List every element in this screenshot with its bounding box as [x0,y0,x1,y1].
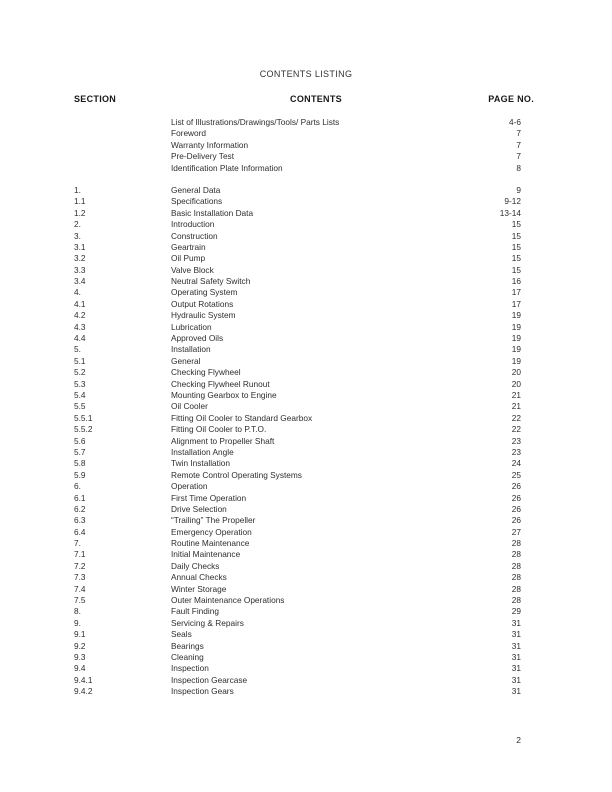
contents-row-section: 1.1 [74,196,86,207]
contents-row-title: Routine Maintenance [171,538,250,549]
contents-row-page: 21 [511,401,521,412]
contents-row[interactable] [0,151,612,162]
contents-row-page: 23 [511,446,521,457]
contents-row-page: 4-6 [509,117,521,127]
contents-row-title: List of Illustrations/Drawings/Tools/ Parts Lists [171,117,340,127]
contents-row-title: Seals [171,629,192,640]
contents-row-title: Bearings [171,640,204,651]
contents-row-page: 26 [511,492,521,503]
contents-row-title: Operating System [171,287,238,298]
contents-row-page: 28 [511,549,521,560]
contents-row-section: 5. [74,344,81,355]
contents-row-page: 28 [511,572,521,583]
contents-row[interactable] [0,231,612,242]
contents-row-section: 4.2 [74,310,86,321]
contents-row-title: Cleaning [171,651,204,662]
column-header-section: SECTION [74,94,117,104]
contents-row[interactable] [0,686,612,697]
contents-row-title: Emergency Operation [171,526,252,537]
contents-row-title: Operation [171,481,208,492]
contents-row-page: 28 [511,595,521,606]
contents-row-section: 5.5.2 [74,424,93,435]
contents-row-page: 26 [511,481,521,492]
column-header-page-no: PAGE NO. [488,94,534,104]
contents-row-section: 5.9 [74,469,86,480]
contents-row-page: 24 [511,458,521,469]
contents-row-section: 9.1 [74,629,86,640]
contents-row-title: Fault Finding [171,606,219,617]
contents-row-page: 9-12 [504,196,521,207]
contents-row-page: 31 [511,617,521,628]
contents-row-page: 21 [511,389,521,400]
contents-row-section: 7.1 [74,549,86,560]
contents-row-section: 5.6 [74,435,86,446]
contents-row-title: First Time Operation [171,492,247,503]
contents-row-section: 3. [74,230,81,241]
contents-row-section: 6.2 [74,503,86,514]
contents-row-title: Construction [171,230,218,241]
contents-row[interactable] [0,287,612,298]
contents-row-page: 19 [511,355,521,366]
contents-row-page: 19 [511,344,521,355]
contents-row[interactable] [0,663,612,674]
contents-row[interactable] [0,208,612,219]
contents-row-title: Identification Plate Information [171,162,283,173]
contents-row-page: 22 [511,424,521,435]
contents-row-page: 19 [511,310,521,321]
contents-row-title: Checking Flywheel [171,367,241,378]
contents-row-title: “Trailing” The Propeller [171,515,256,526]
contents-row-title: General [171,355,201,366]
contents-row[interactable] [0,595,612,606]
contents-row-page: 13-14 [499,207,521,218]
contents-row-page: 31 [511,674,521,685]
contents-row[interactable] [0,390,612,401]
contents-row-title: Valve Block [171,264,214,275]
contents-row-title: Checking Flywheel Runout [171,378,270,389]
contents-row[interactable] [0,493,612,504]
contents-row-section: 6.4 [74,526,86,537]
contents-row-title: Drive Selection [171,503,227,514]
contents-row-section: 3.3 [74,264,86,275]
contents-row-page: 31 [511,640,521,651]
contents-row-title: Installation Angle [171,446,234,457]
contents-row[interactable] [0,356,612,367]
contents-row[interactable] [0,379,612,390]
contents-row[interactable] [0,117,612,128]
contents-row-section: 9.4.2 [74,686,93,697]
contents-row-section: 5.2 [74,367,86,378]
contents-row[interactable] [0,367,612,378]
contents-row-section: 1.2 [74,207,86,218]
contents-row[interactable] [0,641,612,652]
contents-row-title: Oil Pump [171,253,206,264]
contents-row-title: Twin Installation [171,458,231,469]
contents-row-title: Installation [171,344,211,355]
contents-row-section: 5.3 [74,378,86,389]
contents-row-section: 9.3 [74,651,86,662]
contents-row-section: 6.1 [74,492,86,503]
contents-row-page: 17 [511,287,521,298]
contents-row-section: 7.4 [74,583,86,594]
contents-row[interactable] [0,253,612,264]
contents-row-title: Remote Control Operating Systems [171,469,302,480]
contents-row-section: 2. [74,219,81,230]
contents-row-page: 29 [511,606,521,617]
contents-table-header [0,94,612,106]
contents-row[interactable] [0,163,612,174]
contents-row-title: Servicing & Repairs [171,617,244,628]
contents-row-title: Neutral Safety Switch [171,276,251,287]
contents-row-title: Pre-Delivery Test [171,151,235,162]
contents-row[interactable] [0,413,612,424]
contents-row[interactable] [0,538,612,549]
contents-row[interactable] [0,196,612,207]
contents-row[interactable] [0,481,612,492]
contents-row-title: Inspection [171,663,209,674]
contents-row-title: Daily Checks [171,560,220,571]
contents-row-title: Alignment to Propeller Shaft [171,435,275,446]
contents-group [0,185,612,698]
contents-row-section: 5.1 [74,355,86,366]
contents-row-page: 7 [516,139,521,150]
contents-row-page: 16 [511,276,521,287]
contents-row-title: Outer Maintenance Operations [171,595,285,606]
contents-row-page: 7 [516,128,521,139]
contents-row-page: 26 [511,503,521,514]
contents-row-section: 4.1 [74,298,86,309]
contents-row[interactable] [0,424,612,435]
contents-row[interactable] [0,618,612,629]
contents-row[interactable] [0,458,612,469]
contents-row-section: 8. [74,606,81,617]
contents-row-section: 5.5 [74,401,86,412]
contents-row-page: 31 [511,651,521,662]
contents-row-title: Specifications [171,196,223,207]
contents-row-section: 6. [74,481,81,492]
contents-row[interactable] [0,470,612,481]
contents-row-title: Approved Oils [171,333,224,344]
contents-row-page: 28 [511,560,521,571]
contents-row-section: 5.5.1 [74,412,93,423]
contents-row[interactable] [0,242,612,253]
contents-row-title: Fitting Oil Cooler to Standard Gearbox [171,412,313,423]
contents-row-title: General Data [171,184,221,195]
contents-row-section: 5.4 [74,389,86,400]
contents-row-title: Lubrication [171,321,212,332]
contents-row[interactable] [0,276,612,287]
contents-row-section: 5.7 [74,446,86,457]
contents-row-title: Hydraulic System [171,310,236,321]
contents-row-section: 3.4 [74,276,86,287]
contents-row[interactable] [0,629,612,640]
contents-row[interactable] [0,185,612,196]
contents-row[interactable] [0,401,612,412]
contents-row-section: 6.3 [74,515,86,526]
contents-row-title: Warranty Information [171,139,249,150]
contents-row-title: Initial Maintenance [171,549,241,560]
contents-row-section: 4.4 [74,333,86,344]
contents-row[interactable] [0,344,612,355]
contents-row[interactable] [0,572,612,583]
contents-row-title: Basic Installation Data [171,207,254,218]
contents-row-section: 5.8 [74,458,86,469]
contents-row[interactable] [0,265,612,276]
contents-row[interactable] [0,561,612,572]
contents-row[interactable] [0,333,612,344]
contents-row-page: 31 [511,686,521,697]
contents-row-page: 8 [516,162,521,173]
contents-row-page: 22 [511,412,521,423]
contents-row[interactable] [0,436,612,447]
contents-row-title: Inspection Gearcase [171,674,248,685]
contents-row-page: 17 [511,298,521,309]
contents-row-title: Foreword [171,128,207,139]
contents-row-page: 15 [511,219,521,230]
contents-row[interactable] [0,447,612,458]
contents-row-page: 27 [511,526,521,537]
contents-row[interactable] [0,652,612,663]
contents-row[interactable] [0,606,612,617]
contents-group [0,117,612,174]
contents-row-title: Annual Checks [171,572,227,583]
contents-row-page: 9 [516,184,521,195]
contents-row-section: 4. [74,287,81,298]
contents-row[interactable] [0,527,612,538]
contents-row[interactable] [0,299,612,310]
contents-row-section: 3.1 [74,241,86,252]
contents-row[interactable] [0,584,612,595]
contents-row-section: 9. [74,617,81,628]
page-title: CONTENTS LISTING [259,69,353,79]
contents-row[interactable] [0,310,612,321]
contents-row-section: 7. [74,538,81,549]
contents-row-title: Mounting Gearbox to Engine [171,389,277,400]
contents-row-page: 26 [511,515,521,526]
contents-row-page: 20 [511,367,521,378]
contents-row-page: 15 [511,264,521,275]
contents-row-title: Winter Storage [171,583,227,594]
contents-row[interactable] [0,515,612,526]
contents-row-section: 7.2 [74,560,86,571]
contents-row-title: Geartrain [171,241,206,252]
contents-row[interactable] [0,140,612,151]
contents-row[interactable] [0,219,612,230]
contents-row-page: 28 [511,538,521,549]
contents-row-page: 25 [511,469,521,480]
contents-row-section: 3.2 [74,253,86,264]
contents-row-page: 20 [511,378,521,389]
contents-row-section: 7.5 [74,595,86,606]
contents-row-title: Fitting Oil Cooler to P.T.O. [171,424,267,435]
contents-row-page: 28 [511,583,521,594]
contents-row-page: 15 [511,253,521,264]
contents-listing [0,117,612,698]
contents-row-section: 7.3 [74,572,86,583]
contents-row-section: 4.3 [74,321,86,332]
footer-page-number: 2 [516,735,521,745]
contents-row-title: Output Rotations [171,298,234,309]
contents-row-section: 9.4.1 [74,674,93,685]
contents-row-page: 7 [516,151,521,162]
contents-row[interactable] [0,549,612,560]
contents-row-section: 1. [74,184,81,195]
contents-row-page: 15 [511,241,521,252]
column-header-contents: CONTENTS [290,94,342,104]
contents-row-page: 23 [511,435,521,446]
contents-row-page: 31 [511,629,521,640]
contents-row[interactable] [0,675,612,686]
contents-row-page: 31 [511,663,521,674]
contents-row-page: 15 [511,230,521,241]
contents-row[interactable] [0,128,612,139]
contents-row-section: 9.4 [74,663,86,674]
contents-row-page: 19 [511,333,521,344]
contents-row[interactable] [0,322,612,333]
contents-row-title: Introduction [171,219,215,230]
contents-row-section: 9.2 [74,640,86,651]
contents-row[interactable] [0,504,612,515]
contents-row-title: Oil Cooler [171,401,208,412]
contents-row-title: Inspection Gears [171,686,234,697]
contents-row-page: 19 [511,321,521,332]
